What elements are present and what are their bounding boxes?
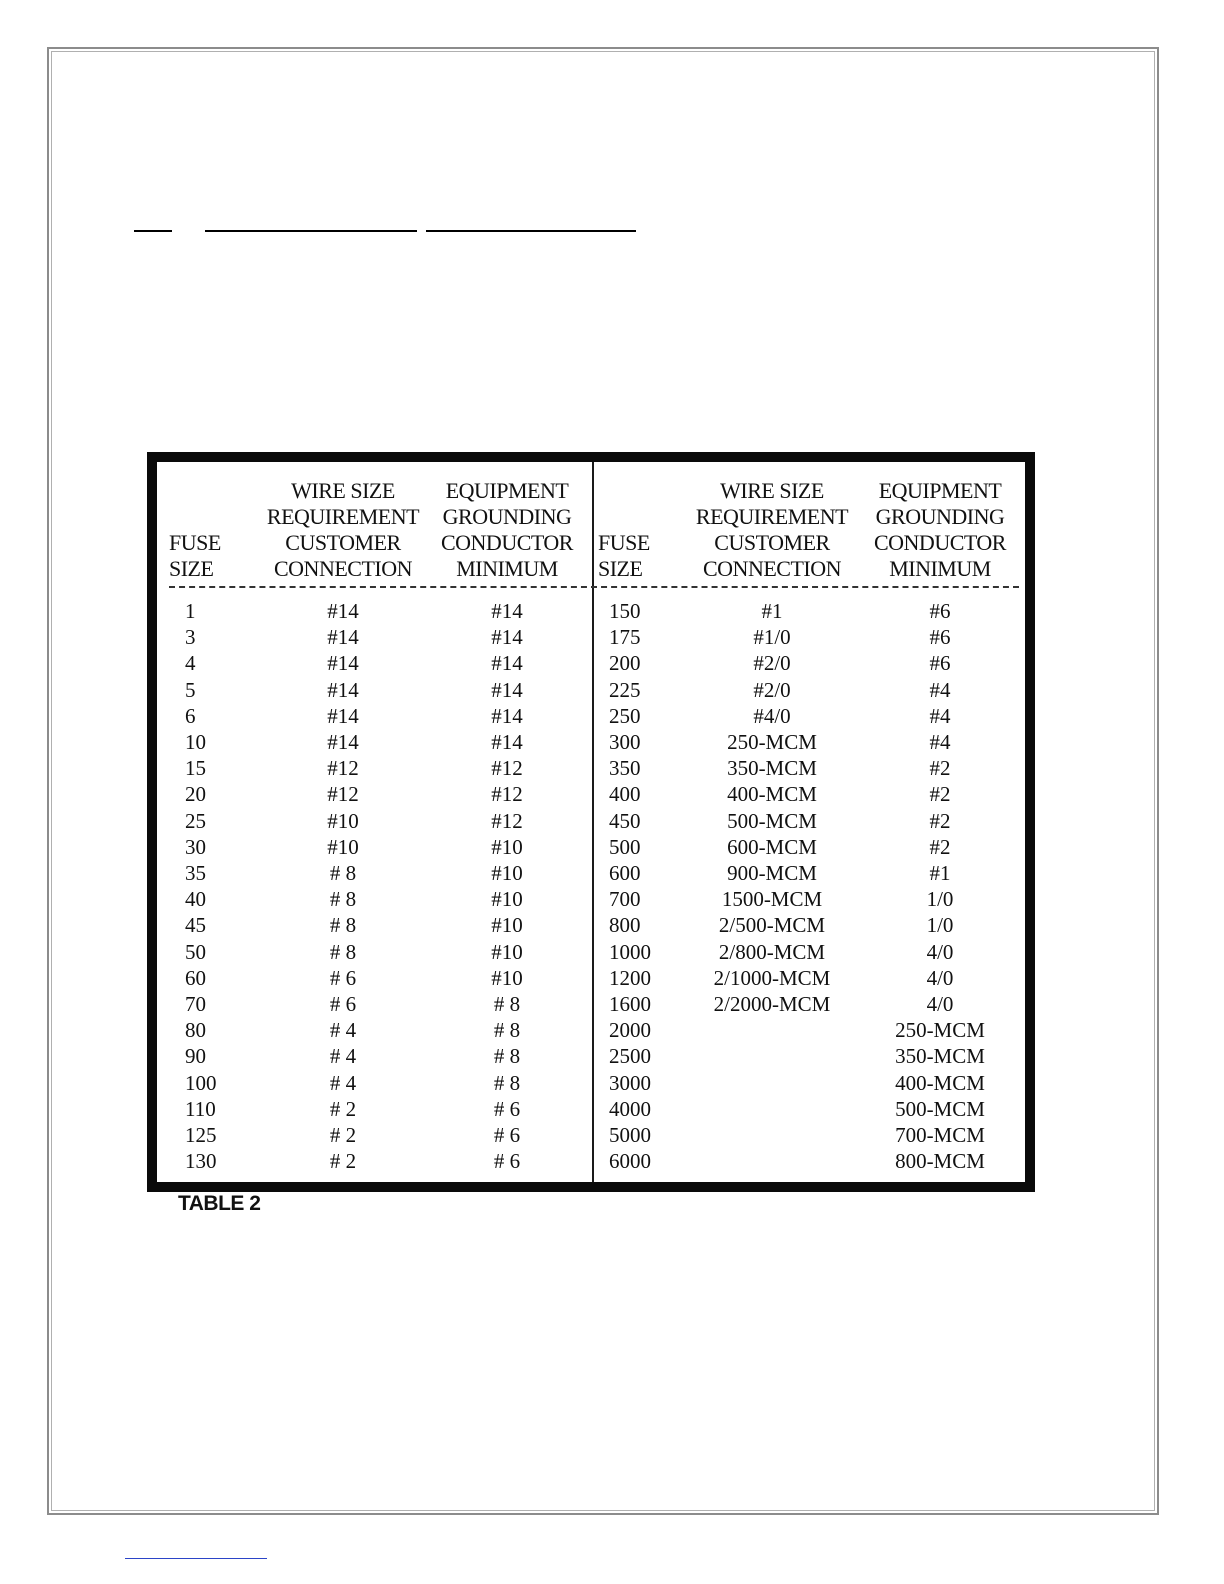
grounding-cell: #12 <box>491 756 523 781</box>
grounding-cell: #14 <box>491 730 523 754</box>
grounding-cell: # 8 <box>493 992 521 1016</box>
table-row <box>157 860 1027 886</box>
fuse-cell: 15 <box>185 756 206 781</box>
grounding-cell: #6 <box>929 651 951 676</box>
wire-size-cell: #14 <box>327 730 359 754</box>
fuse-cell: 1 <box>185 599 196 623</box>
wire-size-cell: 350-MCM <box>727 756 817 781</box>
fuse-wire-table <box>147 452 1035 1192</box>
wire-size-cell: 1500-MCM <box>721 887 823 912</box>
wire-size-cell: #14 <box>327 703 359 728</box>
fuse-cell: 450 <box>609 808 641 833</box>
wire-size-cell: # 4 <box>329 1018 357 1043</box>
fuse-cell: 350 <box>609 756 641 781</box>
fuse-cell: 4 <box>185 651 196 676</box>
fuse-cell: 1600 <box>609 992 651 1016</box>
table-row <box>157 1043 1027 1069</box>
wire-size-cell: # 6 <box>329 965 357 990</box>
grounding-cell: #14 <box>491 703 523 728</box>
grounding-cell: # 6 <box>493 1123 521 1147</box>
fuse-cell: 30 <box>185 834 206 859</box>
wire-size-cell: #2/0 <box>753 651 791 676</box>
table-row <box>157 598 1027 624</box>
fuse-cell: 225 <box>609 677 641 702</box>
table-row <box>157 939 1027 965</box>
grounding-cell: 700-MCM <box>895 1123 985 1147</box>
grounding-cell: #4 <box>929 703 951 728</box>
wire-size-cell: #12 <box>327 756 359 781</box>
wire-size-cell: 2/500-MCM <box>718 913 826 938</box>
fuse-cell: 50 <box>185 939 206 964</box>
grounding-cell: # 6 <box>493 1096 521 1121</box>
table-row <box>157 1096 1027 1122</box>
fuse-cell: 60 <box>185 965 206 990</box>
wire-size-cell: # 8 <box>329 887 357 912</box>
wire-size-cell: # 2 <box>329 1149 357 1174</box>
footer-link-rule <box>125 1558 267 1559</box>
grounding-cell: #6 <box>929 599 951 623</box>
fuse-cell: 110 <box>185 1096 216 1121</box>
header-grounding-right: EQUIPMENT GROUNDING CONDUCTOR MINIMUM <box>873 478 1006 581</box>
grounding-cell: #10 <box>491 965 523 990</box>
fuse-cell: 1000 <box>609 939 651 964</box>
table-row <box>157 677 1027 703</box>
header-fuse-size-left: FUSE SIZE <box>169 530 221 581</box>
table-row <box>157 886 1027 912</box>
grounding-cell: # 8 <box>493 1018 521 1043</box>
grounding-cell: #2 <box>929 834 951 859</box>
fuse-cell: 500 <box>609 834 641 859</box>
fuse-cell: 3000 <box>609 1070 651 1095</box>
wire-size-cell: 500-MCM <box>727 808 817 833</box>
grounding-cell: #4 <box>929 677 951 702</box>
wire-size-cell: # 8 <box>329 939 357 964</box>
header-divider <box>169 586 1019 588</box>
wire-size-cell: #14 <box>327 651 359 676</box>
table-row <box>157 965 1027 991</box>
table-row <box>157 991 1027 1017</box>
fuse-cell: 200 <box>609 651 641 676</box>
table-row <box>157 1070 1027 1096</box>
fuse-cell: 20 <box>185 782 206 807</box>
fuse-cell: 600 <box>609 861 641 885</box>
grounding-cell: #4 <box>929 730 951 754</box>
grounding-cell: #1 <box>929 861 951 885</box>
table-row <box>157 703 1027 729</box>
grounding-cell: 800-MCM <box>895 1149 985 1174</box>
header-grounding-left: EQUIPMENT GROUNDING CONDUCTOR MINIMUM <box>440 478 573 581</box>
fuse-cell: 800 <box>609 913 641 938</box>
wire-size-cell: #1/0 <box>753 625 791 650</box>
fuse-cell: 80 <box>185 1018 206 1043</box>
fuse-cell: 300 <box>609 730 641 754</box>
grounding-cell: #2 <box>929 756 951 781</box>
table-row <box>157 729 1027 755</box>
grounding-cell: #6 <box>929 625 951 650</box>
fuse-cell: 5000 <box>609 1123 651 1147</box>
fuse-cell: 10 <box>185 730 206 754</box>
wire-size-cell: # 2 <box>329 1123 357 1147</box>
grounding-cell: 250-MCM <box>895 1018 985 1043</box>
grounding-cell: 1/0 <box>926 887 954 912</box>
wire-size-cell: #14 <box>327 677 359 702</box>
fuse-cell: 6000 <box>609 1149 651 1174</box>
wire-size-cell: 250-MCM <box>727 730 817 754</box>
table-caption: TABLE 2 <box>178 1192 261 1215</box>
grounding-cell: 500-MCM <box>895 1096 985 1121</box>
fuse-cell: 3 <box>185 625 196 650</box>
table-row <box>157 1148 1027 1174</box>
grounding-cell: 4/0 <box>926 939 954 964</box>
header-fuse-size-right: FUSE SIZE <box>598 530 650 581</box>
fuse-cell: 90 <box>185 1044 206 1069</box>
grounding-cell: #10 <box>491 939 523 964</box>
fuse-cell: 40 <box>185 887 206 912</box>
table-row <box>157 808 1027 834</box>
wire-size-cell: #4/0 <box>753 703 791 728</box>
table-row <box>157 834 1027 860</box>
wire-size-cell: 400-MCM <box>727 782 817 807</box>
grounding-cell: #14 <box>491 677 523 702</box>
fuse-cell: 2500 <box>609 1044 651 1069</box>
wire-size-cell: 2/2000-MCM <box>713 992 831 1016</box>
grounding-cell: 1/0 <box>926 913 954 938</box>
wire-size-cell: 2/800-MCM <box>718 939 826 964</box>
wire-size-cell: 2/1000-MCM <box>713 965 831 990</box>
table-row <box>157 1122 1027 1148</box>
fuse-cell: 1200 <box>609 965 651 990</box>
grounding-cell: #14 <box>491 625 523 650</box>
grounding-cell: #10 <box>491 887 523 912</box>
fuse-cell: 2000 <box>609 1018 651 1043</box>
grounding-cell: #14 <box>491 599 523 623</box>
fuse-cell: 250 <box>609 703 641 728</box>
grounding-cell: #2 <box>929 808 951 833</box>
grounding-cell: #10 <box>491 861 523 885</box>
fuse-cell: 400 <box>609 782 641 807</box>
underline-rule-1 <box>134 230 172 232</box>
grounding-cell: # 8 <box>493 1070 521 1095</box>
wire-size-cell: 900-MCM <box>727 861 817 885</box>
grounding-cell: #2 <box>929 782 951 807</box>
fuse-cell: 5 <box>185 677 196 702</box>
grounding-cell: #10 <box>491 913 523 938</box>
grounding-cell: #10 <box>491 834 523 859</box>
fuse-cell: 100 <box>185 1070 217 1095</box>
fuse-cell: 35 <box>185 861 206 885</box>
fuse-cell: 25 <box>185 808 206 833</box>
fuse-cell: 70 <box>185 992 206 1016</box>
grounding-cell: 4/0 <box>926 992 954 1016</box>
wire-size-cell: #12 <box>327 782 359 807</box>
fuse-cell: 130 <box>185 1149 217 1174</box>
fuse-cell: 700 <box>609 887 641 912</box>
header-wire-size-right: WIRE SIZE REQUIREMENT CUSTOMER CONNECTION <box>695 478 849 581</box>
table-row <box>157 624 1027 650</box>
grounding-cell: 4/0 <box>926 965 954 990</box>
grounding-cell: 400-MCM <box>895 1070 985 1095</box>
wire-size-cell: #10 <box>327 834 359 859</box>
fuse-cell: 150 <box>609 599 641 623</box>
underline-rule-2 <box>205 230 417 232</box>
wire-size-cell: #1 <box>761 599 783 623</box>
underline-rule-3 <box>426 230 636 232</box>
wire-size-cell: # 8 <box>329 913 357 938</box>
fuse-cell: 45 <box>185 913 206 938</box>
wire-size-cell: # 2 <box>329 1096 357 1121</box>
table-row <box>157 755 1027 781</box>
wire-size-cell: #14 <box>327 599 359 623</box>
fuse-cell: 175 <box>609 625 641 650</box>
table-row <box>157 650 1027 676</box>
grounding-cell: # 8 <box>493 1044 521 1069</box>
grounding-cell: #12 <box>491 782 523 807</box>
table-row <box>157 1017 1027 1043</box>
wire-size-cell: # 4 <box>329 1070 357 1095</box>
grounding-cell: #14 <box>491 651 523 676</box>
grounding-cell: 350-MCM <box>895 1044 985 1069</box>
wire-size-cell: #14 <box>327 625 359 650</box>
grounding-cell: # 6 <box>493 1149 521 1174</box>
wire-size-cell: # 6 <box>329 992 357 1016</box>
wire-size-cell: # 4 <box>329 1044 357 1069</box>
fuse-cell: 6 <box>185 703 196 728</box>
fuse-cell: 4000 <box>609 1096 651 1121</box>
grounding-cell: #12 <box>491 808 523 833</box>
wire-size-cell: #2/0 <box>753 677 791 702</box>
wire-size-cell: #10 <box>327 808 359 833</box>
fuse-cell: 125 <box>185 1123 217 1147</box>
table-row <box>157 912 1027 938</box>
table-row <box>157 781 1027 807</box>
wire-size-cell: # 8 <box>329 861 357 885</box>
wire-size-cell: 600-MCM <box>727 834 817 859</box>
header-wire-size-left: WIRE SIZE REQUIREMENT CUSTOMER CONNECTION <box>266 478 420 581</box>
